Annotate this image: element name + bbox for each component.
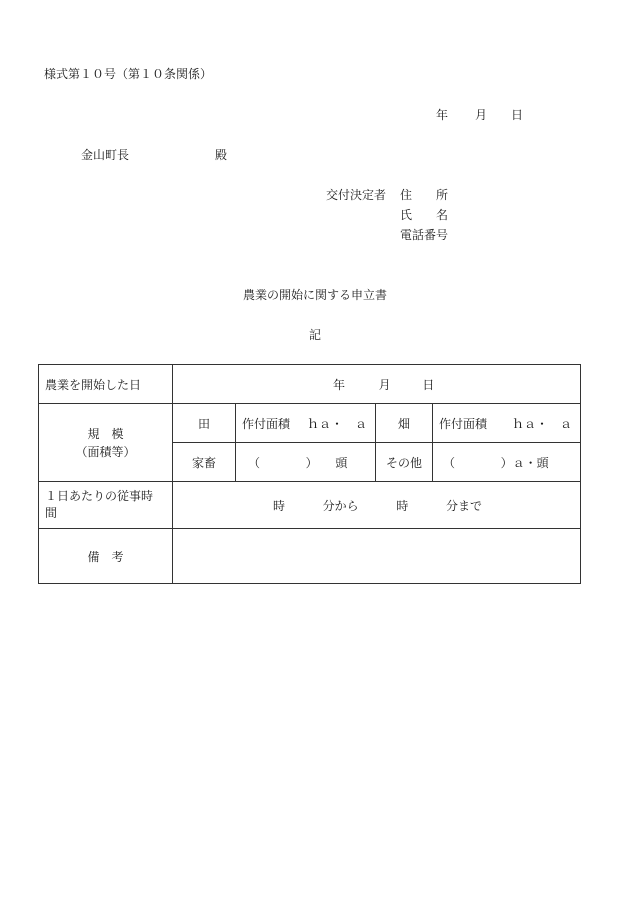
other-paren-open: （	[443, 455, 456, 470]
start-date-label: 農業を開始した日	[39, 365, 173, 404]
upland-ha-unit: ｈａ・ ａ	[512, 416, 573, 431]
name-label: 氏 名	[400, 208, 449, 222]
hours-end-hour: 時	[396, 498, 409, 513]
remarks-label: 備 考	[39, 529, 173, 584]
other-label: その他	[376, 443, 433, 482]
scale-label-cell	[39, 404, 173, 482]
date-year: 年	[436, 108, 449, 122]
ki-marker: 記	[308, 328, 321, 342]
date-day: 日	[511, 108, 524, 122]
hours-start-hour: 時	[273, 498, 286, 513]
hours-value	[173, 482, 581, 529]
addressee-honorific: 殿	[215, 148, 228, 162]
application-table	[38, 364, 581, 584]
other-a-head-unit: ）ａ・頭	[500, 455, 549, 470]
upland-field-area	[433, 404, 581, 443]
rice-field-label: 田	[173, 404, 236, 443]
rice-ha-unit: ｈａ・ ａ	[306, 416, 367, 431]
start-date-day: 日	[422, 377, 435, 392]
hours-label-line1: １日あたりの従事時	[45, 489, 154, 503]
hours-label-line2: 間	[45, 506, 58, 520]
date-month: 月	[475, 108, 488, 122]
livestock-label: 家畜	[173, 443, 236, 482]
start-date-month: 月	[378, 377, 391, 392]
remarks-row	[39, 529, 581, 584]
document-title: 農業の開始に関する申立書	[242, 288, 387, 302]
livestock-paren-open: （	[248, 455, 261, 470]
upland-planted-area-label: 作付面積	[439, 416, 488, 431]
livestock-head-unit: 頭	[335, 455, 348, 470]
hours-label-cell	[39, 482, 173, 529]
upland-field-label: 畑	[376, 404, 433, 443]
start-date-value	[173, 365, 581, 404]
addressee-name: 金山町長	[81, 148, 130, 162]
hours-end-minute: 分まで	[446, 498, 483, 513]
applicant-role: 交付決定者	[326, 188, 387, 202]
start-date-row	[39, 365, 581, 404]
remarks-value	[173, 529, 581, 584]
rice-field-area	[236, 404, 376, 443]
scale-sublabel: （面積等）	[75, 444, 136, 459]
scale-label: 規 模	[87, 426, 124, 441]
hours-start-minute: 分から	[322, 498, 359, 513]
address-label: 住 所	[400, 188, 449, 202]
rice-planted-area-label: 作付面積	[242, 416, 291, 431]
hours-row	[39, 482, 581, 529]
livestock-count	[236, 443, 376, 482]
start-date-year: 年	[333, 377, 346, 392]
form-number: 様式第１０号（第１０条関係）	[44, 67, 213, 81]
phone-label: 電話番号	[400, 228, 449, 242]
other-count	[433, 443, 581, 482]
livestock-paren-close: ）	[305, 455, 318, 470]
scale-row-1	[39, 404, 581, 443]
